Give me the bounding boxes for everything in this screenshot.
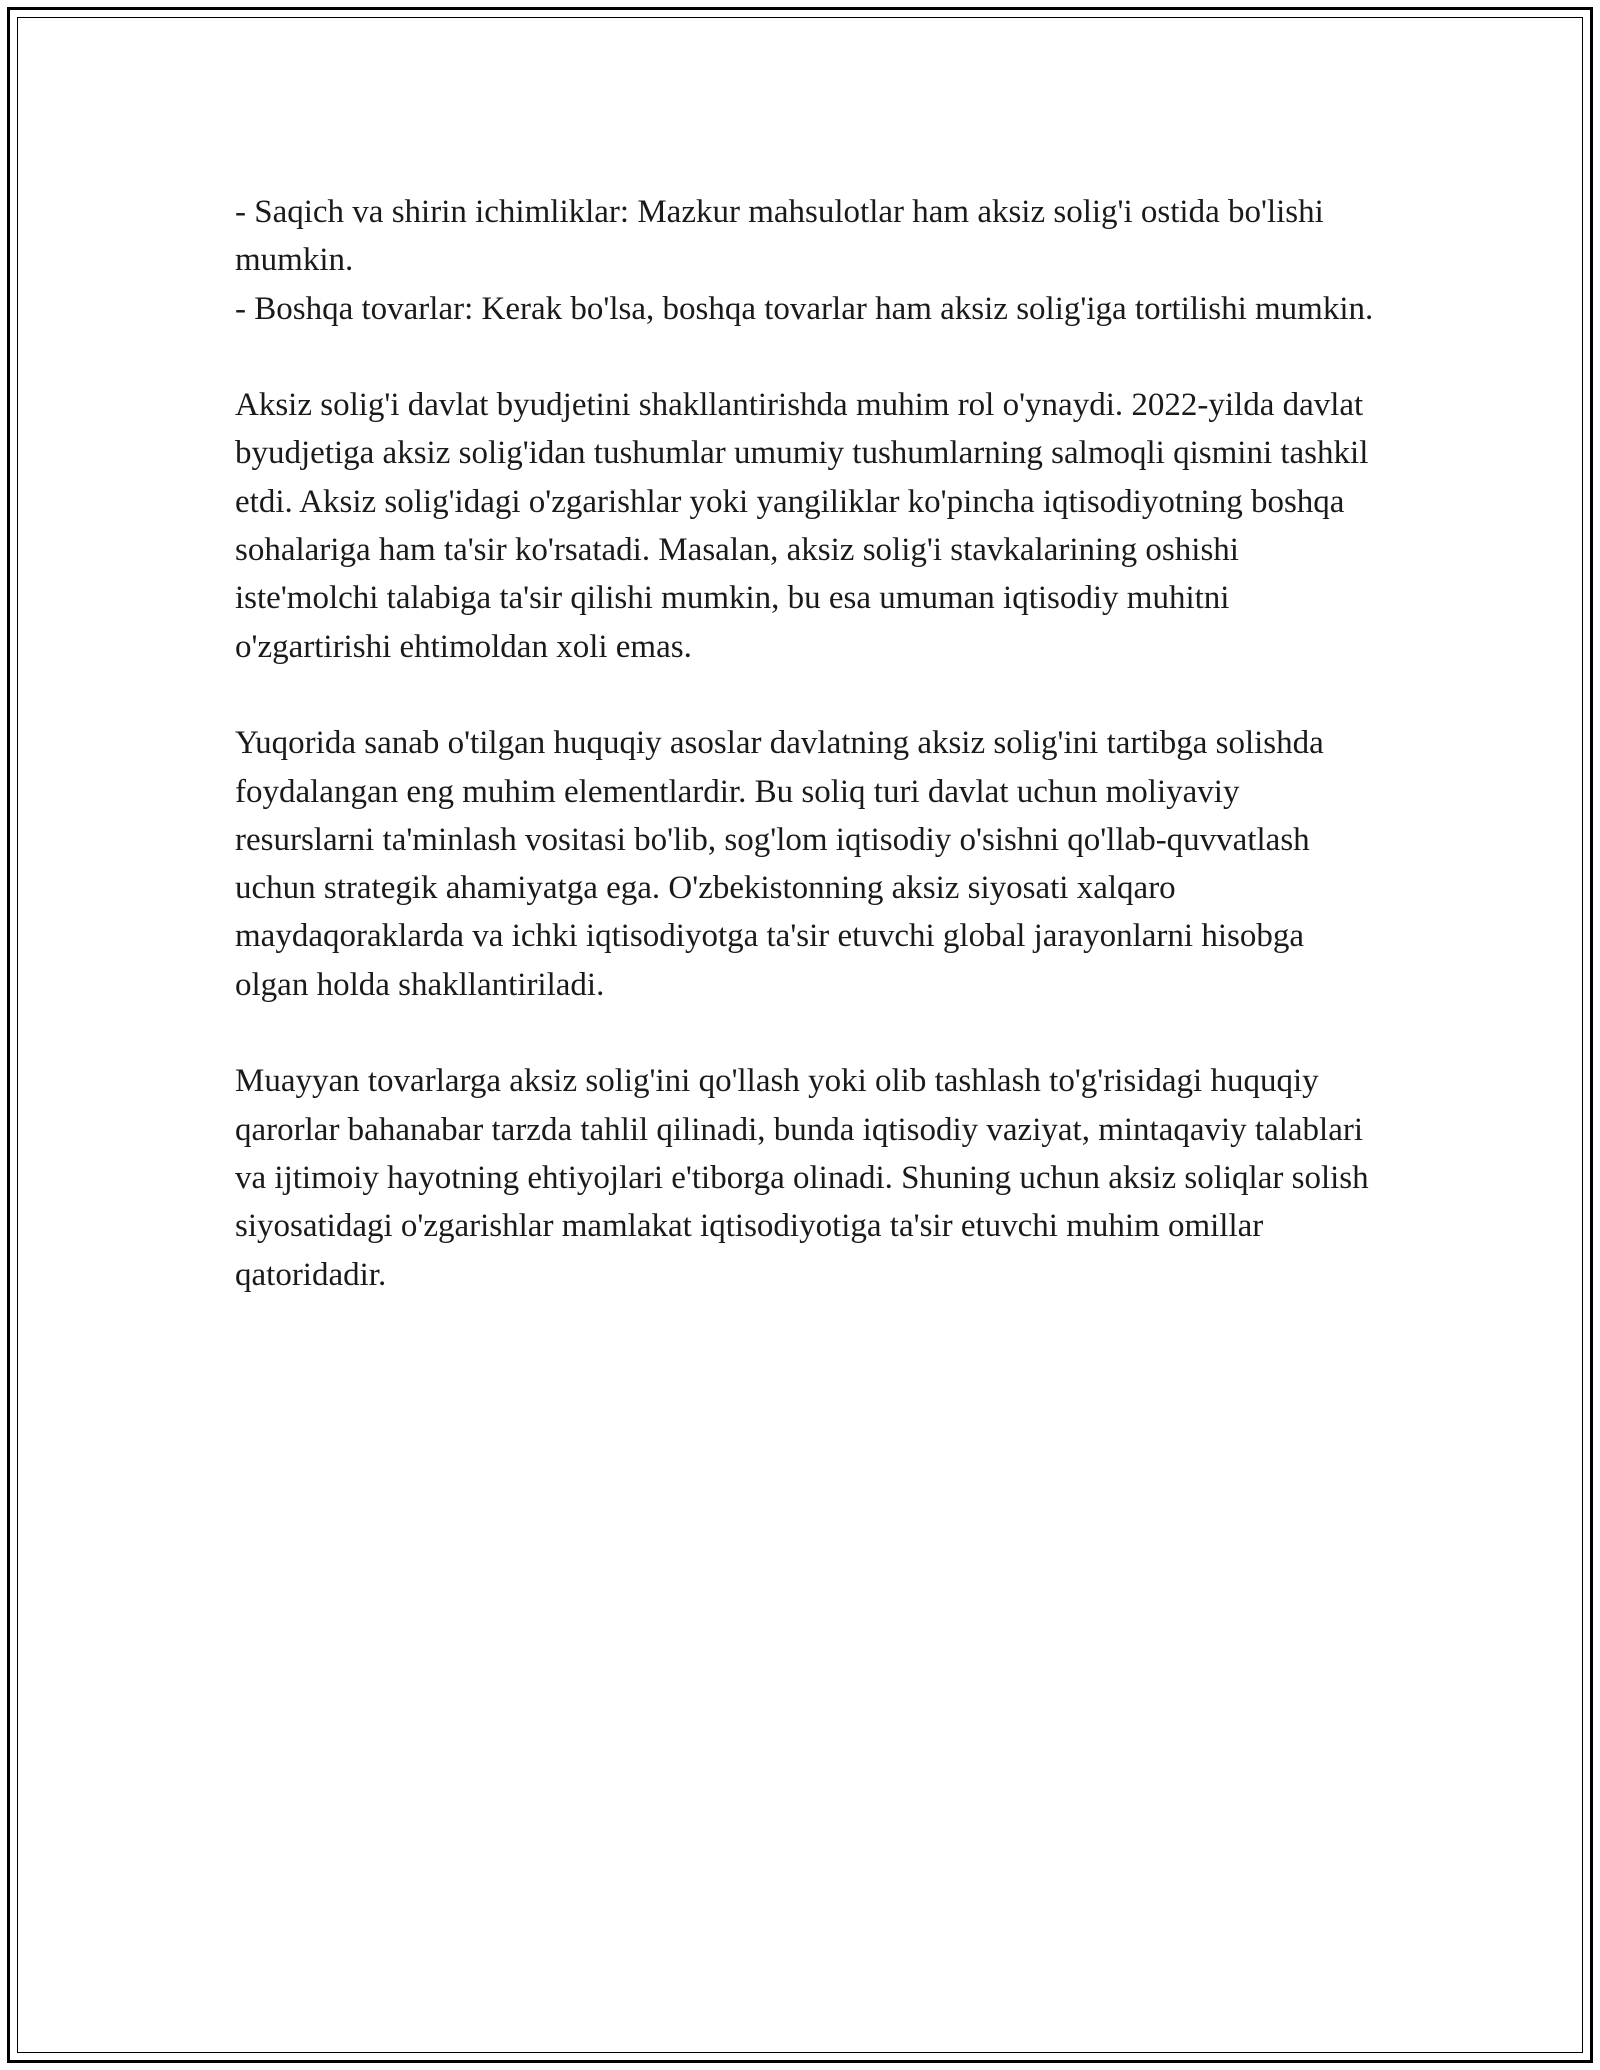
list-item: - Saqich va shirin ichimliklar: Mazkur mahsulotlar ham aksiz solig'i ostida bo'lishi mumkin. [235,194,1324,279]
document-body [235,188,1385,1347]
paragraph: Muayyan tovarlarga aksiz solig'ini qo'llash yoki olib tashlash to'g'risidagi huquqiy qarorlar bahanabar tarzda tahlil qilinadi, bunda iqtisodiy vaziyat, mintaqaviy talablari va ijtimoiy hayotning ehtiyojlari e'tiborga olinadi. Shuning uchun aksiz soliqlar solish siyosatidagi o'zgarishlar mamlakat iqtisodiyotiga ta'sir etuvchi muhim omillar qatoridadir. [235,1063,1369,1293]
paragraph: Aksiz solig'i davlat byudjetini shakllantirishda muhim rol o'ynaydi. 2022-yilda davlat byudjetiga aksiz solig'idan tushumlar umumiy tushumlarning salmoqli qismini tashkil etdi. Aksiz solig'idagi o'zgarishlar yoki yangiliklar ko'pincha iqtisodiyotning boshqa sohalariga ham ta'sir ko'rsatadi. Masalan, aksiz solig'i stavkalarining oshishi iste'molchi talabiga ta'sir qilishi mumkin, bu esa umuman iqtisodiy muhitni o'zgartirishi ehtimoldan xoli emas. [235,387,1369,665]
paragraph: Yuqorida sanab o'tilgan huquqiy asoslar davlatning aksiz solig'ini tartibga solishda foydalangan eng muhim elementlardir. Bu soliq turi davlat uchun moliyaviy resurslarni ta'minlash vositasi bo'lib, sog'lom iqtisodiy o'sishni qo'llab-quvvatlash uchun strategik ahamiyatga ega. O'zbekistonning aksiz siyosati xalqaro maydaqoraklarda va ichki iqtisodiyotga ta'sir etuvchi global jarayonlarni hisobga olgan holda shakllantiriladi. [235,725,1324,1003]
list-item: - Boshqa tovarlar: Kerak bo'lsa, boshqa tovarlar ham aksiz solig'iga tortilishi mumkin. [235,290,1374,327]
list-block [235,188,1385,333]
